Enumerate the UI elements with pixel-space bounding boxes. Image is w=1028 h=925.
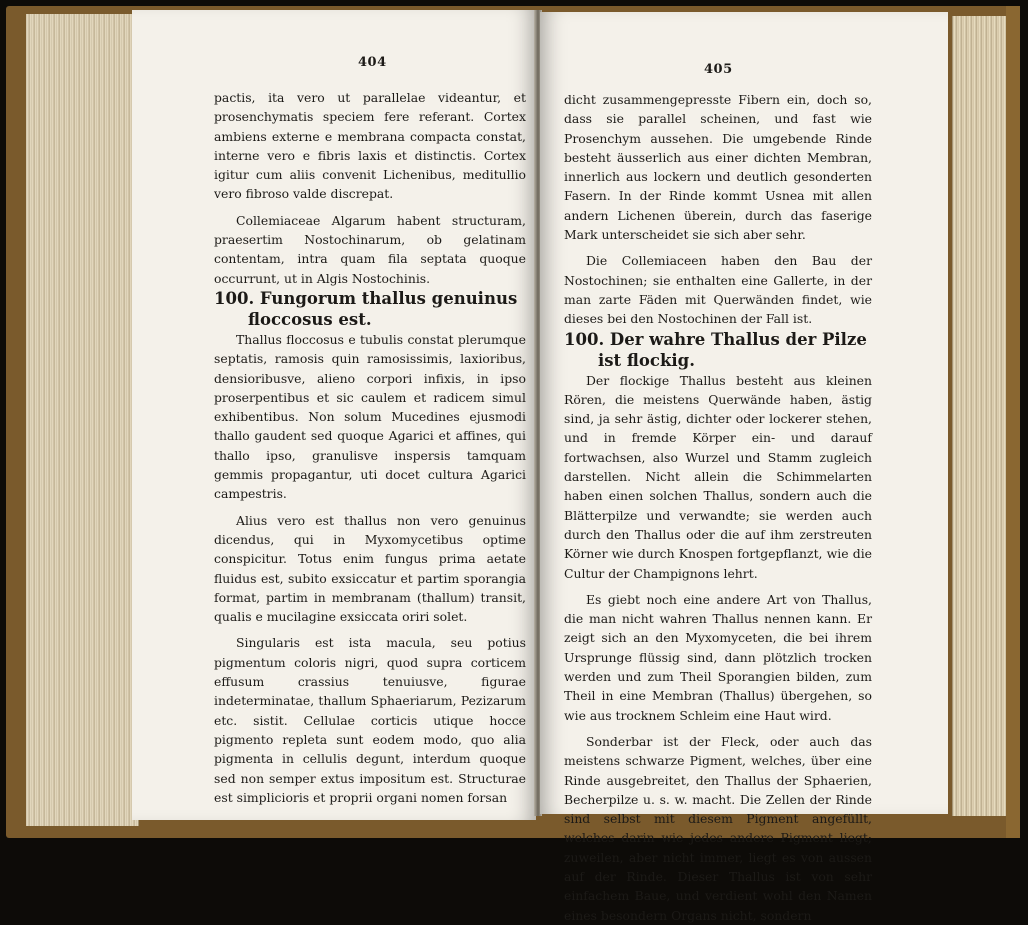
right-page-text — [564, 90, 872, 925]
left-page-text — [214, 88, 526, 807]
right-page-edges — [952, 16, 1013, 816]
book-cover-edge — [1006, 6, 1020, 838]
page-number: 404 — [358, 55, 387, 70]
paragraph: Die Collemiaceen haben den Bau der Nostochinen; sie enthalten eine Gallerte, in der man zarte Fäden mit Querwänden findet, wie dieses bei den Nostochinen der Fall ist. — [564, 253, 872, 327]
paragraph: Sonderbar ist der Fleck, oder auch das meistens schwarze Pigment, welches, über eine Rinde ausgebreitet, den Thallus der Sphaerien, Becherpilze u. s. w. macht. Die Zellen der Rinde sind selbst mit diesem Pigment angefüllt, welches darin wie jedes andere Pigment liegt; zuweilen, aber nicht immer, liegt es von aussen auf der Rinde. Dieser Thallus ist von sehr einfachem Baue, und verdient wohl den Namen eines besondern Organs nicht, sondern — [564, 733, 872, 923]
page-number: 405 — [704, 62, 733, 77]
paragraph: pactis, ita vero ut parallelae videantur, et prosenchymatis speciem fere referant. Cortex ambiens externe e membrana compacta constat, interne vero e fibris laxis et distinctis. Cortex igitur cum aliis convenit Lichenibus, meditullio vero fibroso valde discrepat. — [214, 90, 526, 202]
paragraph: Alius vero est thallus non vero genuinus dicendus, qui in Myxomycetibus optime conspicitur. Totus enim fungus prima aetate fluidus est, subito exsiccatur et partim sporangia format, partim in membranam (thallum) transit, qualis e mucilagine exsiccata oriri solet. — [214, 512, 526, 625]
left-page-edges — [26, 14, 139, 826]
paragraph: Thallus floccosus e tubulis constat plerumque septatis, ramosis quin ramosissimis, laxioribus, densioribusve, alieno corpori infixis, in ipso proserpentibus et sic caulem et radicem simul exhibentibus. Non solum Mucedines ejusmodi thallo gaudent sed quoque Agarici et affines, qui thallo ipso, granulisve inspersis tamquam gemmis propagantur, uti docet cultura Agarici campestris. — [214, 331, 526, 502]
paragraph: Singularis est ista macula, seu potius pigmentum coloris nigri, quod supra corticem effusum crassius tenuiusve, figurae indeterminatae, thallum Sphaeriarum, Pezizarum etc. sistit. Cellulae corticis utique hocce pigmento repleta sunt eodem modo, quo alia pigmenta in cellulis degunt, interdum quoque sed non semper extus impositum est. Structurae est simplicioris et proprii organi nomen forsan — [214, 635, 526, 805]
paragraph: Der flockige Thallus besteht aus kleinen Rören, die meistens Querwände haben, ästig sind, ja sehr ästig, dichter oder lockerer stehen, und in fremde Körper ein- und darauf fortwachsen, also Wurzel und Stamm zugleich darstellen. Nicht allein die Schimmelarten haben einen solchen Thallus, sondern auch die Blätterpilze und verwandte; sie werden auch durch den Thallus oder die auf ihm zerstreuten Körner wie durch Knospen fortgepflanzt, wie die Cultur der Champignons lehrt. — [564, 372, 872, 581]
paragraph: dicht zusammengepresste Fibern ein, doch so, dass sie parallel scheinen, und fast wie Prosenchym aussehen. Die umgebende Rinde besteht äusserlich aus einer dichten Membran, innerlich aus lockern und deutlich gesonderten Fasern. In der Rinde kommt Usnea mit allen andern Lichenen überein, durch das faserige Mark unterscheidet sie sich aber sehr. — [564, 92, 872, 243]
right-page — [540, 12, 948, 923]
paragraph: Collemiaceae Algarum habent structuram, praesertim Nostochinarum, ob gelatinam contentam, intra quam fila septata quoque occurrunt, ut in Algis Nostochinis. — [214, 212, 526, 286]
left-page — [132, 10, 536, 820]
paragraph: Es giebt noch eine andere Art von Thallus, die man nicht wahren Thallus nennen kann. Er zeigt sich an den Myxomyceten, die bei ihrem Ursprunge flüssig sind, dann plötzlich trocken werden und zum Theil Sporangien bilden, zum Theil in eine Membran (Thallus) übergehen, so wie aus trocknem Schleim eine Haut wird. — [564, 591, 872, 723]
section-heading: 100. Der wahre Thallus der Pilze ist flockig. — [564, 329, 867, 370]
section-heading: 100. Fungorum thallus genuinus floccosus est. — [214, 288, 518, 329]
